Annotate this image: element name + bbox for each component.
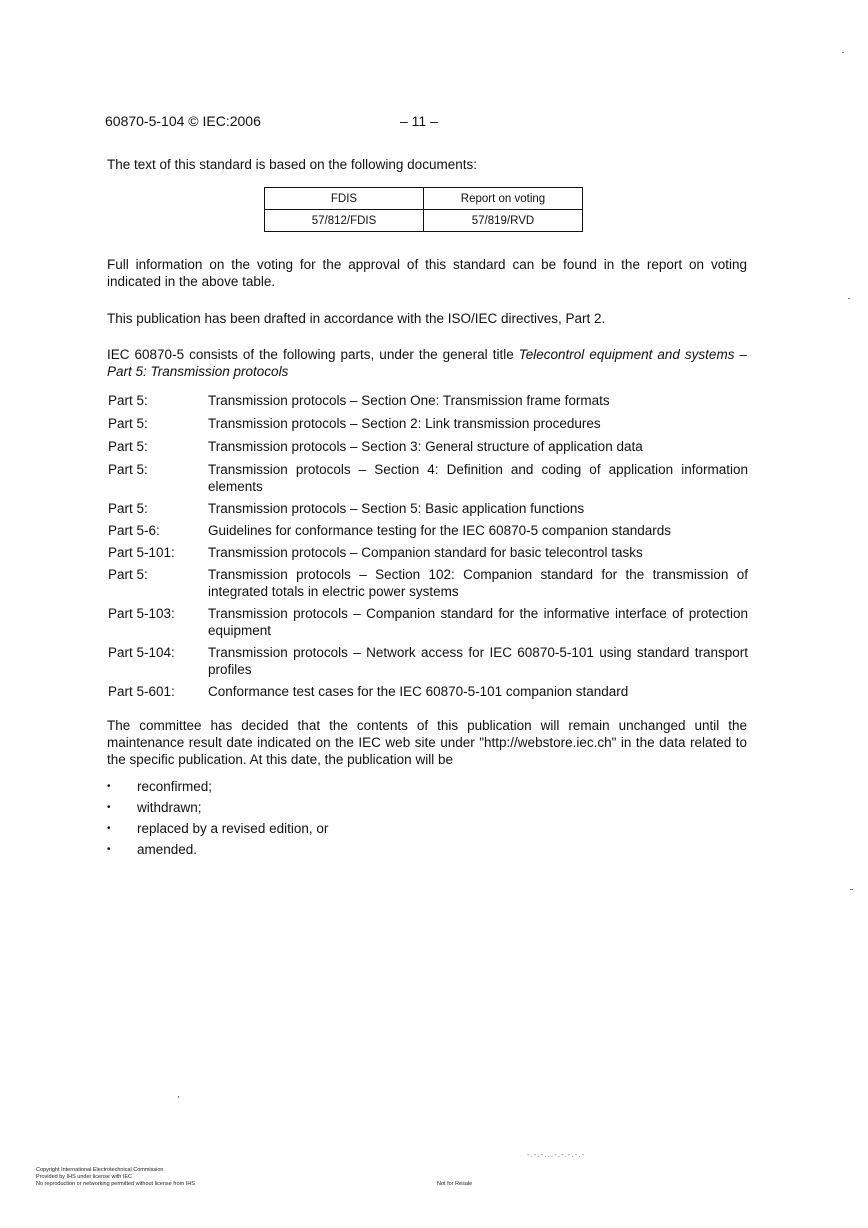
footer-line: No reproduction or networking permitted without license from IHS: [36, 1181, 195, 1187]
footer-line: Copyright International Electrotechnical Commission: [36, 1167, 164, 1173]
parts-general-title: Telecontrol equipment and systems – Part 5: Transmission protocols: [107, 347, 747, 379]
parts-intro-text: IEC 60870-5 consists of the following parts, under the general title: [107, 347, 514, 362]
page-number: – 11 –: [400, 113, 438, 129]
bullet-icon: •: [107, 844, 111, 855]
parts-intro-paragraph: [107, 346, 747, 380]
part-row: [108, 644, 748, 678]
part-label: Part 5:: [108, 416, 148, 431]
part-row: [108, 683, 748, 700]
part-description: Conformance test cases for the IEC 60870-5-101 companion standard: [208, 684, 629, 699]
footer-dashes: -.-.-...-.-.-.-.-: [527, 1150, 586, 1159]
table-cell: 57/812/FDIS: [265, 210, 424, 232]
part-row: [108, 605, 748, 639]
part-row: [108, 415, 748, 432]
table-header-cell: FDIS: [265, 188, 424, 210]
part-description: Transmission protocols – Section One: Transmission frame formats: [208, 393, 610, 408]
list-item: [107, 797, 328, 818]
part-label: Part 5-601:: [108, 684, 175, 699]
part-description: Transmission protocols – Section 102: Companion standard for the transmission of integrated totals in electric power systems: [208, 567, 748, 599]
scan-speck: [178, 1096, 179, 1098]
list-item: [107, 776, 328, 797]
bullet-icon: •: [107, 802, 111, 813]
part-description: Guidelines for conformance testing for the IEC 60870-5 companion standards: [208, 523, 672, 538]
part-description: Transmission protocols – Section 5: Basic application functions: [208, 501, 585, 516]
document-id: 60870-5-104 © IEC:2006: [105, 113, 261, 129]
list-item-text: withdrawn;: [137, 800, 202, 815]
table-header-cell: Report on voting: [424, 188, 583, 210]
parts-list: [108, 392, 748, 700]
list-item-text: replaced by a revised edition, or: [137, 821, 329, 836]
list-item-text: amended.: [137, 842, 198, 857]
part-row: [108, 544, 748, 561]
part-description: Transmission protocols – Companion standard for basic telecontrol tasks: [208, 545, 643, 560]
intro-text: The text of this standard is based on the following documents:: [107, 157, 477, 172]
bullet-icon: •: [107, 823, 111, 834]
part-description: Transmission protocols – Network access for IEC 60870-5-101 using standard transport profiles: [208, 645, 748, 677]
table-cell: 57/819/RVD: [424, 210, 583, 232]
copyright-footer: [36, 1167, 195, 1188]
part-label: Part 5-6:: [108, 523, 160, 538]
part-description: Transmission protocols – Section 2: Link transmission procedures: [208, 416, 601, 431]
part-description: Transmission protocols – Section 4: Definition and coding of application information elements: [208, 462, 748, 494]
outcome-list: [107, 776, 328, 860]
part-label: Part 5:: [108, 501, 148, 516]
part-label: Part 5-104:: [108, 645, 175, 660]
voting-info-paragraph: Full information on the voting for the approval of this standard can be found in the report on voting indicated in the above table.: [107, 257, 747, 289]
part-label: Part 5:: [108, 567, 148, 582]
bullet-icon: •: [107, 781, 111, 792]
list-item: [107, 818, 328, 839]
part-row: [108, 522, 748, 539]
footer-line: Provided by IHS under license with IEC: [36, 1174, 132, 1180]
list-item-text: reconfirmed;: [137, 779, 213, 794]
scan-speck: [848, 298, 850, 299]
part-label: Part 5-103:: [108, 606, 175, 621]
table-header-row: [265, 188, 583, 210]
part-label: Part 5:: [108, 462, 148, 477]
part-description: Transmission protocols – Section 3: General structure of application data: [208, 439, 643, 454]
part-row: [108, 438, 748, 455]
table-row: [265, 210, 583, 232]
part-description: Transmission protocols – Companion standard for the informative interface of protection equipment: [208, 606, 748, 638]
drafted-paragraph: This publication has been drafted in accordance with the ISO/IEC directives, Part 2.: [107, 311, 606, 326]
part-label: Part 5:: [108, 439, 148, 454]
scan-speck: [850, 889, 853, 890]
part-label: Part 5:: [108, 393, 148, 408]
part-row: [108, 566, 748, 600]
not-for-resale: Not for Resale: [437, 1181, 473, 1187]
part-row: [108, 461, 748, 495]
part-row: [108, 392, 748, 409]
maintenance-paragraph: The committee has decided that the contents of this publication will remain unchanged until the maintenance result date indicated on the IEC web site under "http://webstore.iec.ch" in the data related to the specific publication. At this date, the publication will be: [107, 718, 747, 767]
list-item: [107, 839, 328, 860]
documents-table: [264, 187, 583, 232]
scan-speck: [842, 52, 844, 53]
part-row: [108, 500, 748, 517]
part-label: Part 5-101:: [108, 545, 175, 560]
